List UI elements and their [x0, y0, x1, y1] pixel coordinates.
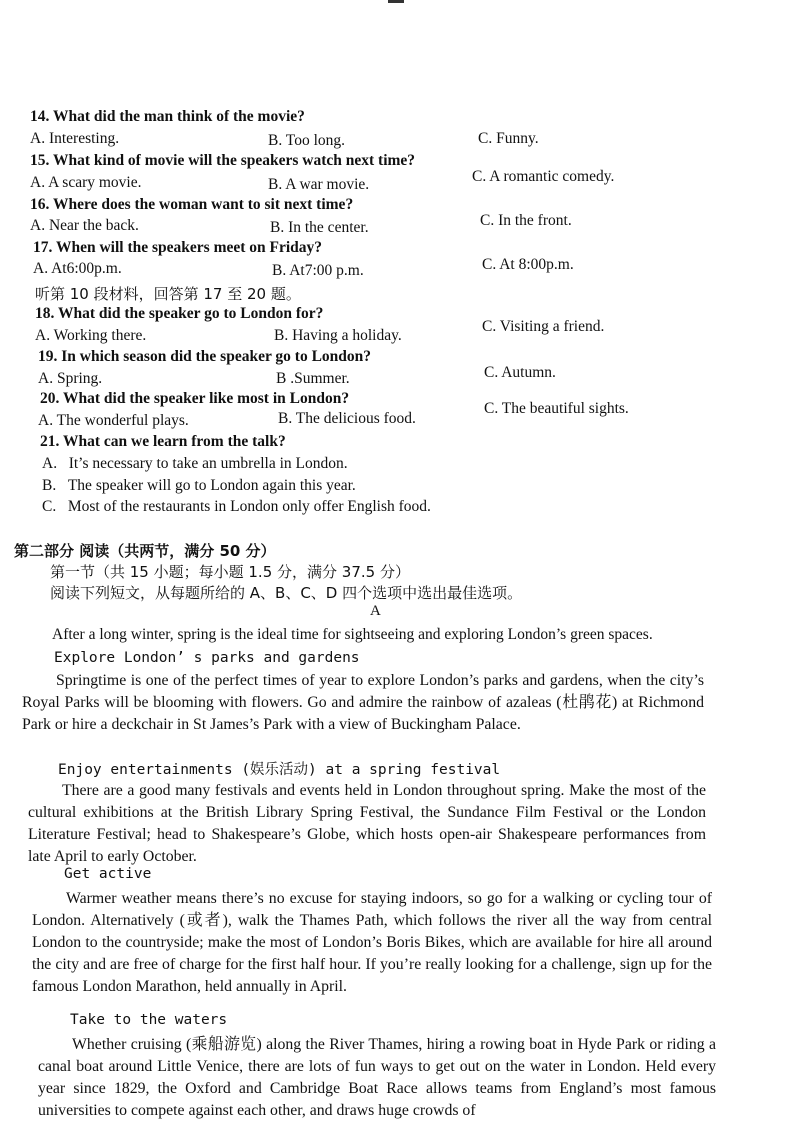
paragraph-active: Warmer weather means there’s no excuse for staying indoors, so go for a walking or cycling tour of London. Alternatively (或者), walk the Thames Path, which follows the river all the way from central London to the countryside; make the most of London’s Boris Bikes, which are available for hire all around the city and are free of charge for the first half hour. If you’re really looking for a challenge, sign up for the famous London Marathon, held annually in April.: [32, 890, 712, 995]
question-15: 15. What kind of movie will the speakers watch next time?: [30, 152, 416, 169]
question-19: 19. In which season did the speaker go to London?: [38, 348, 372, 365]
passage-letter: A: [370, 603, 381, 619]
q17-option-c: C. At 8:00p.m.: [482, 256, 574, 273]
heading-parks: Explore London’ s parks and gardens: [54, 650, 360, 666]
q19-option-a: A. Spring.: [38, 370, 103, 387]
paragraph-festival: There are a good many festivals and events held in London throughout spring. Make the most of the cultural exhibitions at the British Library Spring Festival, the Sundance Film Festival or the London Literature Festival; head to Shakespeare’s Globe, which hosts open-air Shakespeare performances from late April to early October.: [28, 782, 706, 865]
q16-option-a: A. Near the back.: [30, 217, 139, 234]
heading-active: Get active: [64, 866, 152, 882]
q19-option-b: B .Summer.: [276, 370, 350, 387]
q18-option-c: C. Visiting a friend.: [482, 318, 605, 335]
q21-option-b: B. The speaker will go to London again this year.: [42, 477, 356, 494]
q17-option-a: A. At6:00p.m.: [33, 260, 122, 277]
paragraph-waters: Whether cruising (乘船游览) along the River Thames, hiring a rowing boat in Hyde Park or riding a canal boat around Little Venice, there are lots of fun ways to get out on the water in London. Held every year since 1829, the Oxford and Cambridge Boat Race allows teams from England’s most famous universities to compete against each other, and draws huge crowds of: [38, 1036, 716, 1119]
part2-title: 第二部分 阅读（共两节，满分 50 分）: [14, 542, 276, 560]
q15-option-b: B. A war movie.: [268, 176, 370, 193]
q16-option-c: C. In the front.: [480, 212, 572, 229]
q14-option-b: B. Too long.: [268, 132, 346, 149]
top-mark: [388, 0, 404, 3]
section1-instruction: 阅读下列短文，从每题所给的 A、B、C、D 四个选项中选出最佳选项。: [50, 584, 523, 602]
q18-option-a: A. Working there.: [35, 327, 147, 344]
question-16: 16. Where does the woman want to sit next time?: [30, 196, 354, 213]
q14-option-a: A. Interesting.: [30, 130, 120, 147]
heading-festival: Enjoy entertainments (娱乐活动) at a spring festival: [58, 762, 501, 778]
q20-option-a: A. The wonderful plays.: [38, 412, 189, 429]
q19-option-c: C. Autumn.: [484, 364, 556, 381]
question-17: 17. When will the speakers meet on Friday?: [33, 239, 323, 256]
q20-option-b: B. The delicious food.: [278, 410, 416, 427]
question-18: 18. What did the speaker go to London for?: [35, 305, 324, 322]
question-20: 20. What did the speaker like most in London?: [40, 390, 350, 407]
q18-option-b: B. Having a holiday.: [274, 327, 402, 344]
section1-title: 第一节（共 15 小题；每小题 1.5 分，满分 37.5 分）: [50, 563, 410, 581]
question-14: 14. What did the man think of the movie?: [30, 108, 305, 125]
q15-option-c: C. A romantic comedy.: [472, 168, 615, 185]
q15-option-a: A. A scary movie.: [30, 174, 142, 191]
q17-option-b: B. At7:00 p.m.: [272, 262, 364, 279]
passage-intro: After a long winter, spring is the ideal time for sightseeing and exploring London’s green spaces.: [52, 626, 653, 643]
question-21: 21. What can we learn from the talk?: [40, 433, 286, 450]
q21-option-a: A. It’s necessary to take an umbrella in London.: [42, 455, 348, 472]
paragraph-parks: Springtime is one of the perfect times of year to explore London’s parks and gardens, when the city’s Royal Parks will be blooming with flowers. Go and admire the rainbow of azaleas (杜鹃花) at Richmond Park or hire a deckchair in St James’s Park with a view of Buckingham Palace.: [22, 672, 704, 733]
q16-option-b: B. In the center.: [270, 219, 369, 236]
heading-waters: Take to the waters: [70, 1012, 228, 1028]
q14-option-c: C. Funny.: [478, 130, 539, 147]
listening-instruction: 听第 10 段材料，回答第 17 至 20 题。: [35, 285, 301, 303]
q21-option-c: C. Most of the restaurants in London only offer English food.: [42, 498, 431, 515]
q20-option-c: C. The beautiful sights.: [484, 400, 629, 417]
